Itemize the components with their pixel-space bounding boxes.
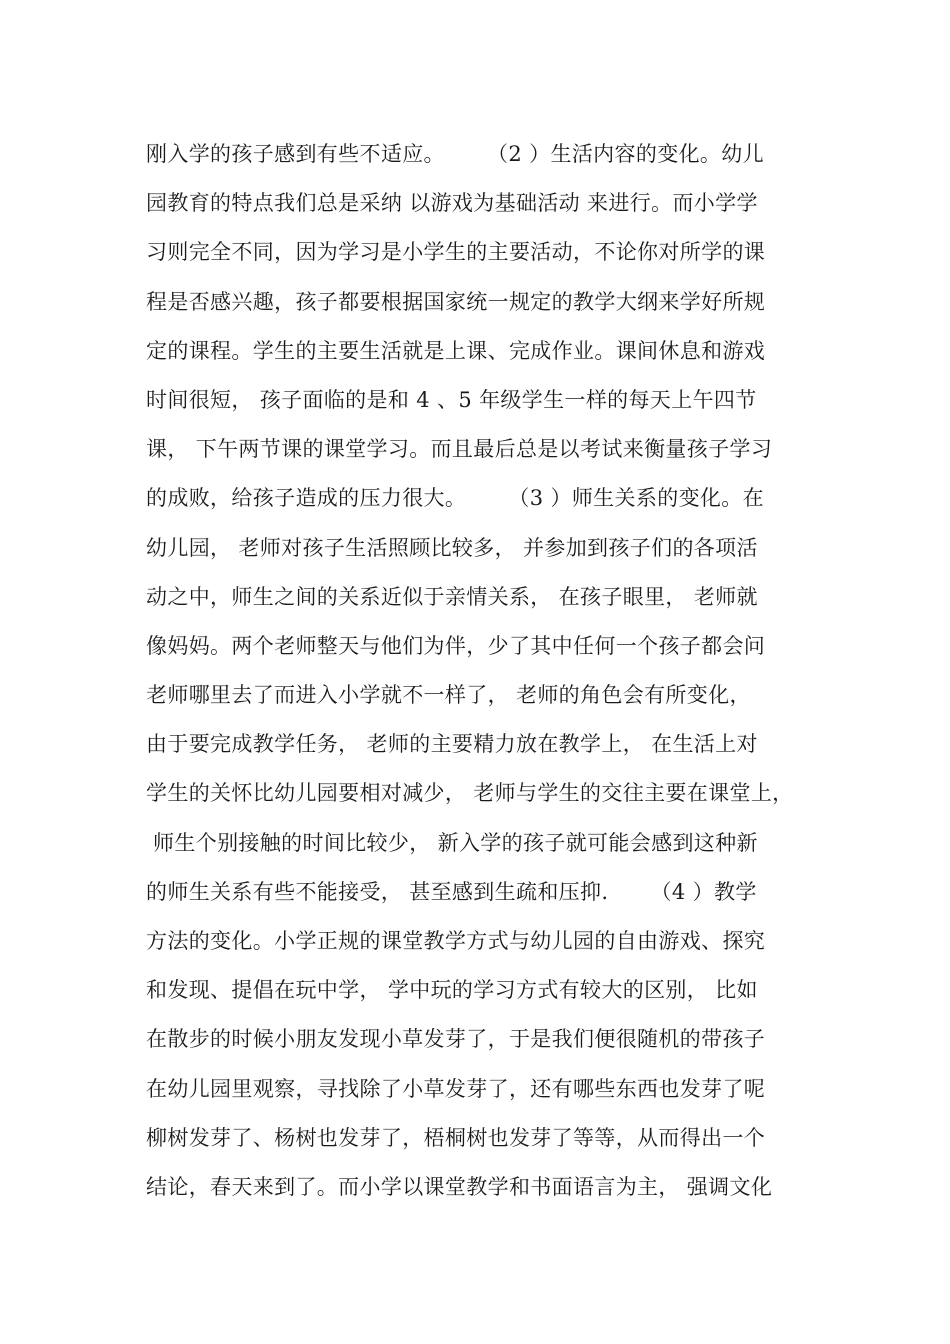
text-line: 像妈妈。两个老师整天与他们为伴，少了其中任何一个孩子都会问 [146,633,766,658]
text-line: 在散步的时候小朋友发现小草发芽了，于是我们便很随机的带孩子 [146,1027,766,1052]
text-line: 老师哪里去了而进入小学就不一样了， 老师的角色会有所变化， [146,683,751,708]
text-line: 动之中，师生之间的关系近似于亲情关系， 在孩子眼里， 老师就 [146,584,758,609]
text-line: 的师生关系有些不能接受， 甚至感到生疏和压抑. （4 ）教学 [146,879,757,904]
text-line: 由于要完成教学任务， 老师的主要精力放在教学上， 在生活上对 [146,732,758,757]
text-line: 在幼儿园里观察，寻找除了小草发芽了，还有哪些东西也发芽了呢 [146,1076,766,1101]
text-line: 方法的变化。小学正规的课堂教学方式与幼儿园的自由游戏、探究 [146,929,766,953]
text-line: 柳树发芽了、杨树也发芽了，梧桐树也发芽了等等，从而得出一个 [146,1125,766,1150]
text-line: 刚入学的孩子感到有些不适应。 （2 ）生活内容的变化。幼儿 [146,142,764,166]
text-line: 程是否感兴趣，孩子都要根据国家统一规定的教学大纲来学好所规 [146,289,766,314]
text-line: 和发现、提倡在玩中学， 学中玩的学习方式有较大的区别， 比如 [146,978,758,1003]
text-line: 时间很短， 孩子面临的是和 4 、5 年级学生一样的每天上午四节 [146,387,757,412]
text-line: 幼儿园， 老师对孩子生活照顾比较多， 并参加到孩子们的各项活 [146,535,758,560]
text-line: 课， 下午两节课的课堂学习。而且最后总是以考试来衡量孩子学习 [146,437,773,462]
text-line: 定的课程。学生的主要生活就是上课、完成作业。课间休息和游戏 [146,338,766,363]
text-line: 园教育的特点我们总是采纳 以游戏为基础活动 来进行。而小学学 [146,191,758,216]
body-text [146,130,816,1212]
text-line: 学生的关怀比幼儿园要相对减少， 老师与学生的交往主要在课堂上， [146,781,794,806]
text-line: 习则完全不同，因为学习是小学生的主要活动，不论你对所学的课 [146,240,766,265]
text-line: 结论，春天来到了。而小学以课堂教学和书面语言为主， 强调文化 [146,1174,773,1199]
text-line: 的成败，给孩子造成的压力很大。 （3 ）师生关系的变化。在 [146,486,764,511]
text-line: 师生个别接触的时间比较少， 新入学的孩子就可能会感到这种新 [146,830,758,855]
